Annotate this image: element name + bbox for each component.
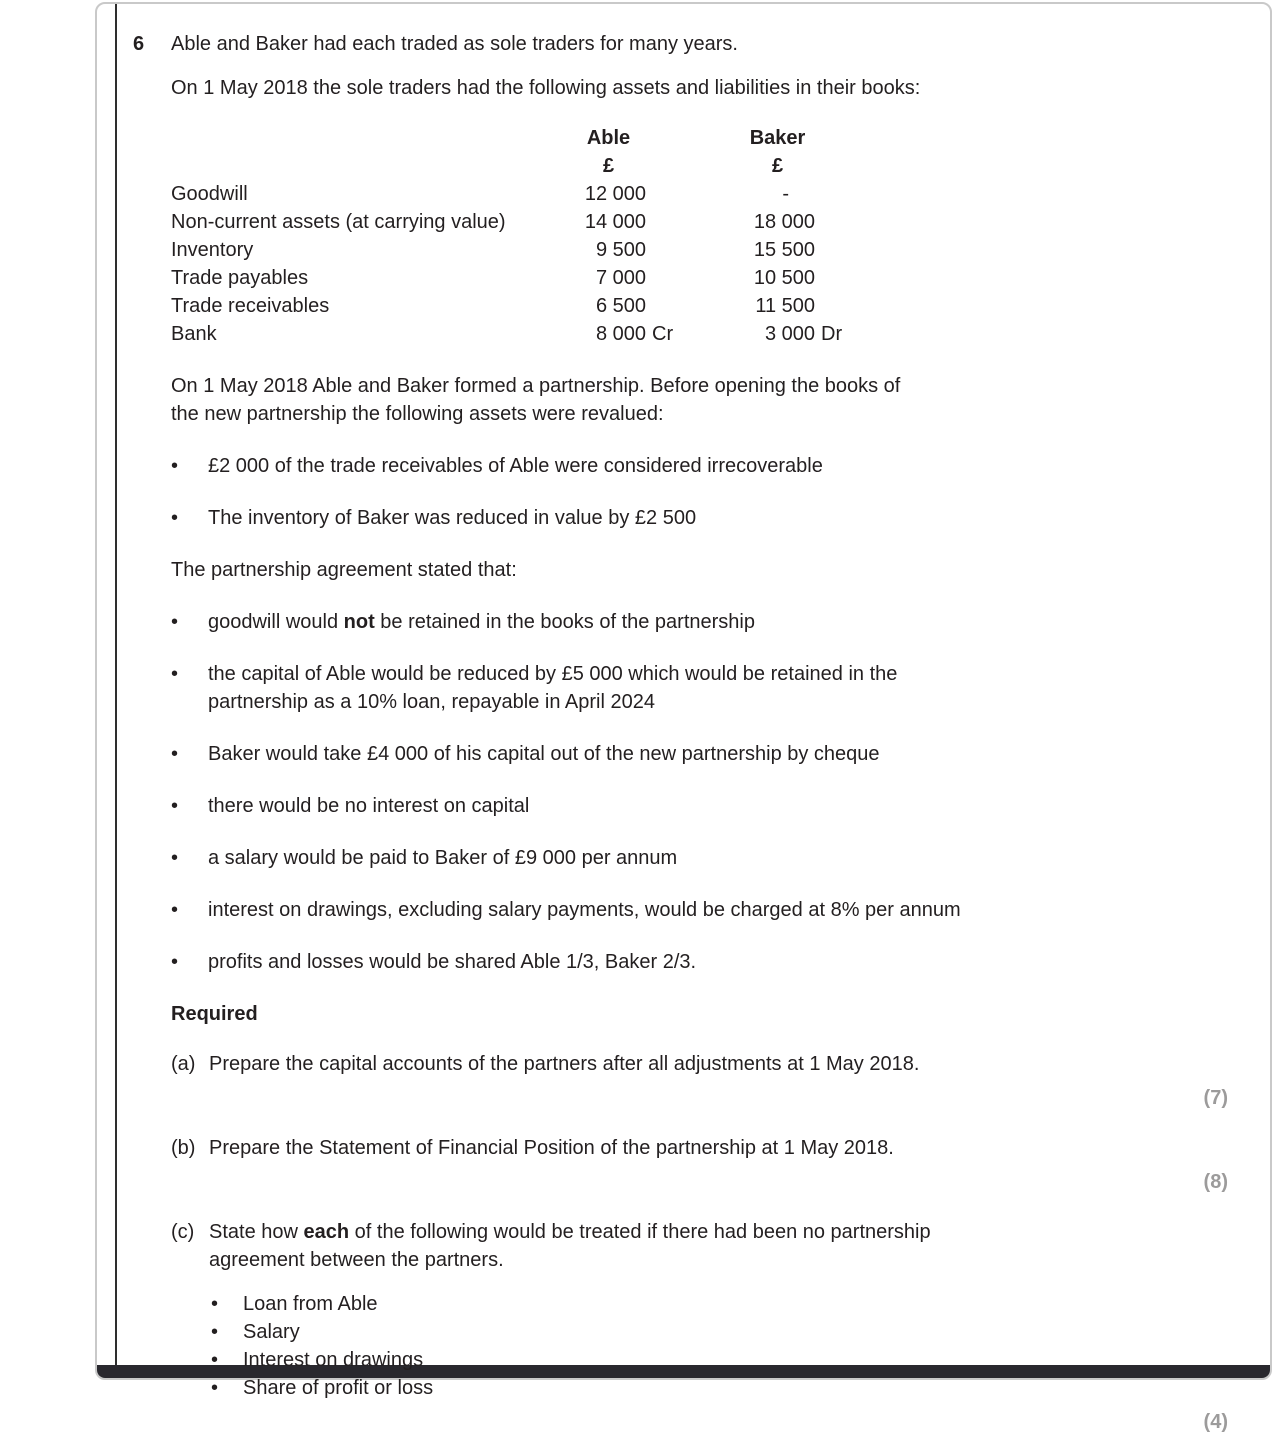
able-suffix: [646, 180, 688, 208]
baker-value: 11 500: [755, 295, 815, 317]
col-header-baker: Baker: [749, 127, 806, 149]
baker-value: 3 000: [764, 323, 815, 345]
agreement-bullet: • Baker would take £4 000 of his capital out of the new partnership by cheque: [171, 740, 1230, 768]
part-b: (b) Prepare the Statement of Financial Position of the partnership at 1 May 2018. (8): [171, 1134, 1230, 1196]
bullet-dot: •: [171, 663, 179, 685]
row-label: Inventory: [171, 239, 254, 261]
bullet-dot: •: [171, 795, 179, 817]
currency-able: £: [602, 155, 615, 177]
currency-baker: £: [771, 155, 784, 177]
bullet-dot: •: [171, 455, 179, 477]
able-suffix: [646, 292, 688, 320]
baker-suffix: [815, 180, 863, 208]
bullet-dot: •: [171, 899, 179, 921]
agreement-heading: The partnership agreement stated that:: [171, 559, 517, 581]
row-label: Bank: [171, 323, 217, 345]
baker-suffix: [815, 292, 863, 320]
marks-a: (7): [1203, 1087, 1228, 1109]
baker-suffix: Dr: [821, 323, 843, 345]
able-value: 8 000: [595, 323, 646, 345]
able-suffix: Cr: [652, 323, 674, 345]
question-intro2: On 1 May 2018 the sole traders had the following assets and liabilities in their books:: [171, 77, 921, 99]
col-header-able: Able: [586, 127, 631, 149]
part-c: (c) State how each of the following would be treated if there had been no partnership agreement between the partners. • Loan from Able • Salary • Interest on drawings • Share of profit or loss (4): [171, 1218, 1230, 1436]
able-value: 12 000: [584, 183, 646, 205]
part-letter: (b): [171, 1137, 196, 1159]
question-number: 6: [133, 33, 145, 55]
baker-suffix: [815, 236, 863, 264]
question-intro-text: Able and Baker had each traded as sole traders for many years.: [171, 33, 738, 55]
able-value: 6 500: [595, 295, 646, 317]
bullet-dot: •: [171, 743, 179, 765]
agreement-bullet: • a salary would be paid to Baker of £9 000 per annum: [171, 844, 1230, 872]
able-value: 9 500: [595, 239, 646, 261]
bullet-dot: •: [171, 847, 179, 869]
bullet-dot: •: [211, 1293, 219, 1315]
row-label: Non-current assets (at carrying value): [171, 211, 506, 233]
able-value: 14 000: [584, 211, 646, 233]
assets-liabilities-table: [171, 124, 1230, 348]
revaluation-bullet: • £2 000 of the trade receivables of Able were considered irrecoverable: [171, 452, 1230, 480]
baker-suffix: [815, 264, 863, 292]
baker-suffix: [815, 208, 863, 236]
row-label: Goodwill: [171, 183, 248, 205]
marks-c: (4): [1203, 1411, 1228, 1433]
question-intro-row: [133, 30, 1230, 58]
agreement-bullet: • interest on drawings, excluding salary payments, would be charged at 8% per annum: [171, 896, 1230, 924]
agreement-bullet: • the capital of Able would be reduced by £5 000 which would be retained in the partnership as a 10% loan, repayable in April 2024: [171, 660, 1230, 716]
able-value: 7 000: [595, 267, 646, 289]
required-heading: Required: [171, 1003, 258, 1025]
part-letter: (a): [171, 1053, 196, 1075]
bullet-dot: •: [211, 1349, 219, 1371]
able-suffix: [646, 236, 688, 264]
list-item: • Loan from Able: [209, 1290, 1230, 1318]
revaluation-paragraph: On 1 May 2018 Able and Baker formed a partnership. Before opening the books of the new partnership the following assets were revalued:: [171, 375, 901, 425]
revaluation-bullet: • The inventory of Baker was reduced in value by £2 500: [171, 504, 1230, 532]
baker-value: -: [782, 183, 789, 205]
list-item: • Salary: [209, 1318, 1230, 1346]
row-label: Trade payables: [171, 267, 309, 289]
baker-value: 15 500: [753, 239, 815, 261]
marks-b: (8): [1203, 1171, 1228, 1193]
question-content: [117, 4, 1270, 1433]
baker-value: 18 000: [753, 211, 815, 233]
bullet-dot: •: [211, 1377, 219, 1399]
list-item: • Interest on drawings: [209, 1346, 1230, 1374]
able-suffix: [646, 264, 688, 292]
bullet-dot: •: [211, 1321, 219, 1343]
bullet-dot: •: [171, 951, 179, 973]
agreement-bullet: • goodwill would not be retained in the books of the partnership: [171, 608, 1230, 636]
bullet-dot: •: [171, 507, 179, 529]
part-a: (a) Prepare the capital accounts of the partners after all adjustments at 1 May 2018. (7): [171, 1050, 1230, 1112]
part-c-items: [209, 1290, 1230, 1402]
part-letter: (c): [171, 1221, 195, 1243]
row-label: Trade receivables: [171, 295, 330, 317]
agreement-bullet: • there would be no interest on capital: [171, 792, 1230, 820]
agreement-bullet: • profits and losses would be shared Able 1/3, Baker 2/3.: [171, 948, 1230, 976]
exam-page: [95, 2, 1272, 1433]
baker-value: 10 500: [753, 267, 815, 289]
list-item: • Share of profit or loss: [209, 1374, 1230, 1402]
bullet-dot: •: [171, 611, 179, 633]
able-suffix: [646, 208, 688, 236]
